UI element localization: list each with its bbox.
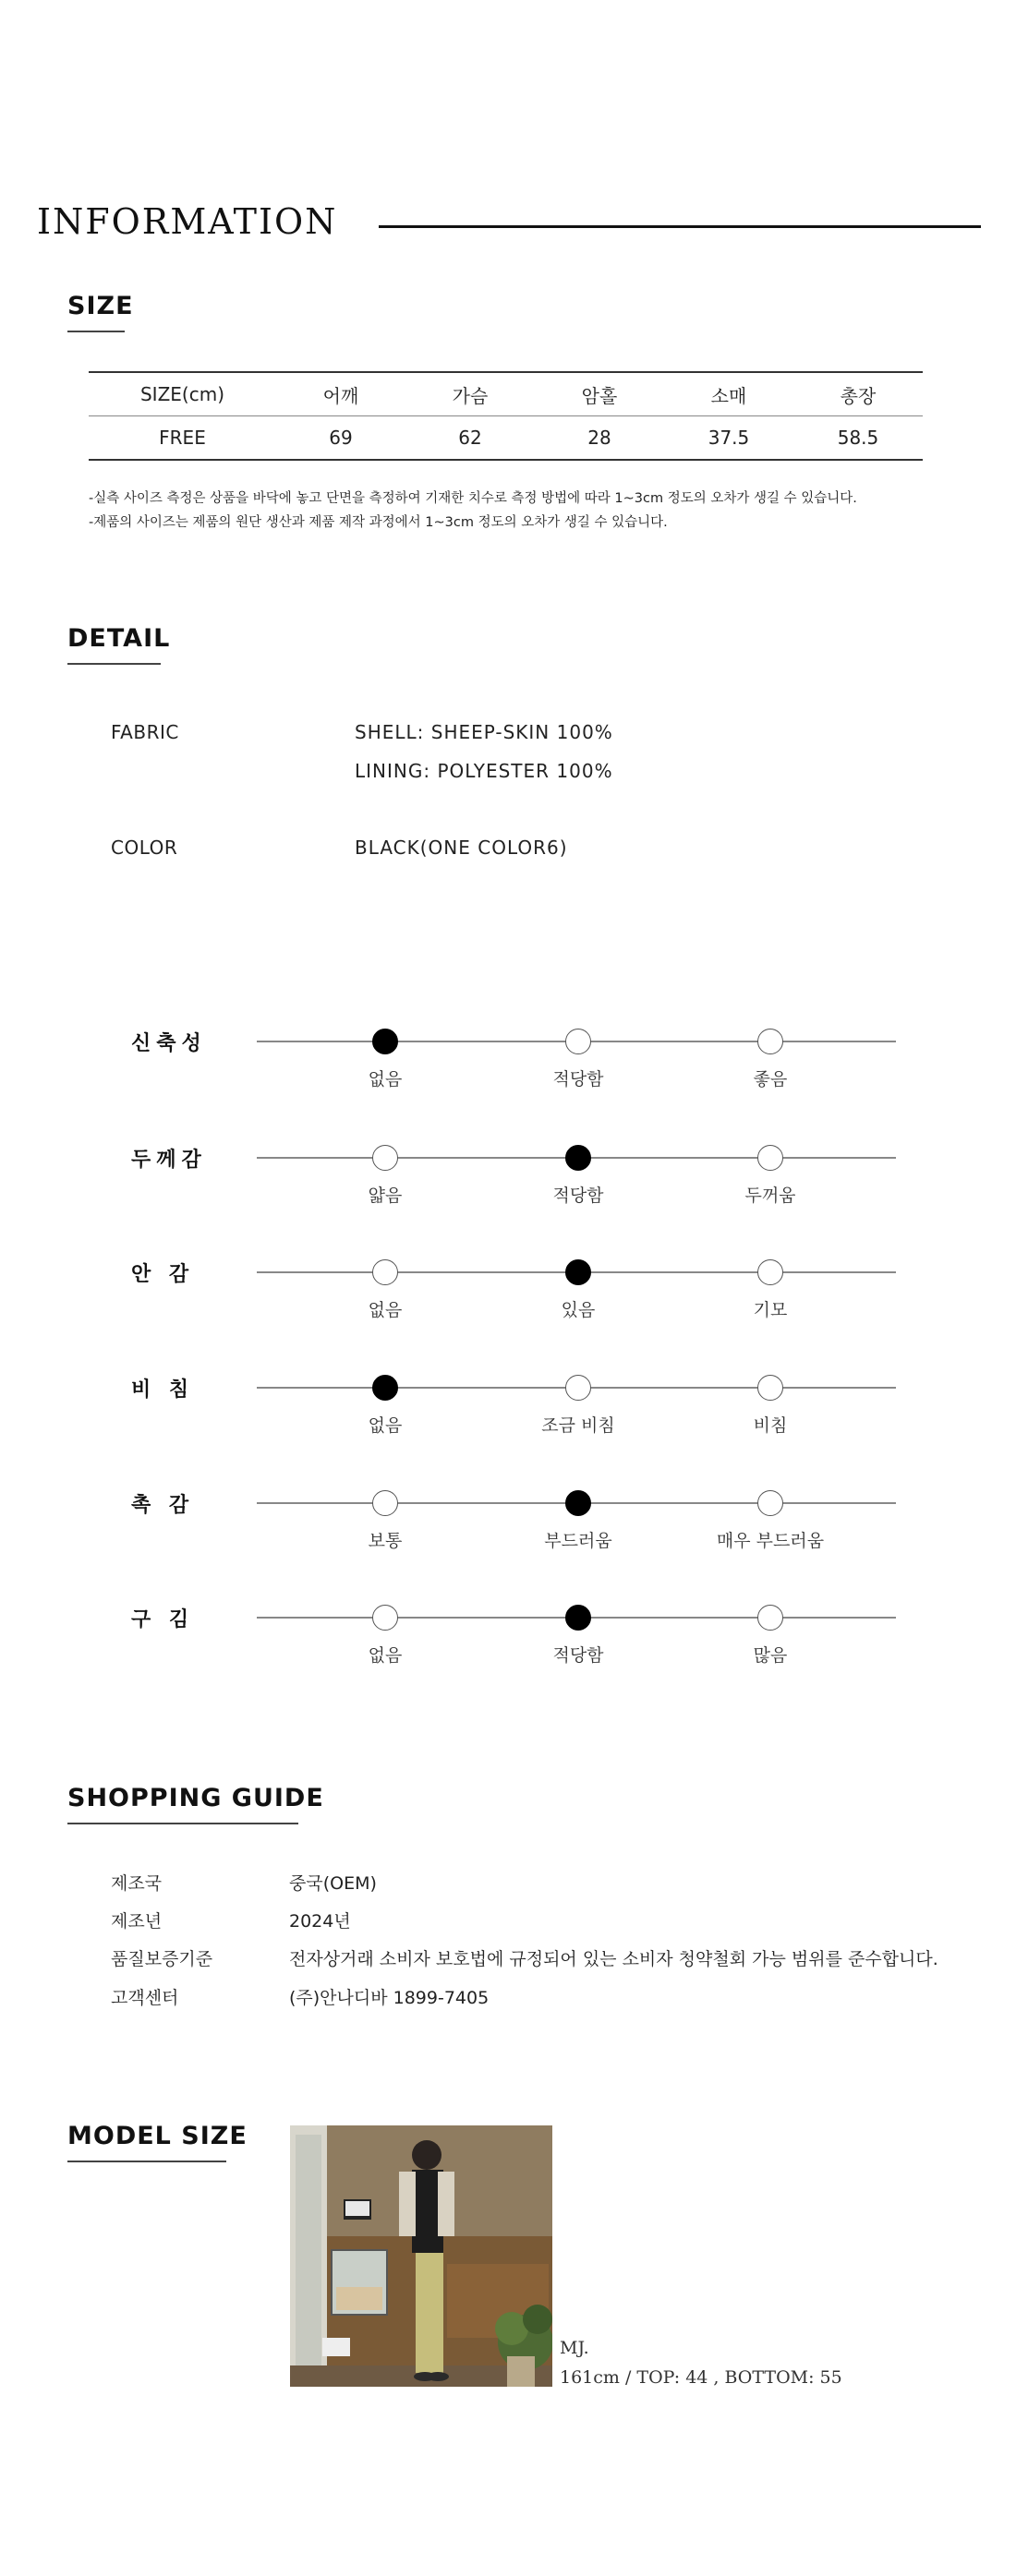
rating-option-label: 없음 bbox=[368, 1415, 403, 1436]
size-value-cell: 69 bbox=[329, 427, 353, 449]
rating-option-label: 보통 bbox=[368, 1531, 403, 1551]
rating-option-label: 조금 비침 bbox=[541, 1415, 615, 1436]
rating-dot bbox=[757, 1605, 783, 1631]
size-header-cell: SIZE(cm) bbox=[139, 383, 224, 405]
rating-dot-selected bbox=[565, 1259, 591, 1285]
size-section-title: SIZE bbox=[67, 292, 134, 320]
rating-dot-selected bbox=[565, 1145, 591, 1171]
size-header-cell: 어깨 bbox=[322, 384, 359, 407]
rating-option-label: 부드러움 bbox=[544, 1531, 612, 1551]
rating-dot bbox=[372, 1605, 398, 1631]
fabric-label: FABRIC bbox=[111, 721, 179, 743]
size-value-cell: 58.5 bbox=[837, 427, 879, 449]
rating-option-label: 많음 bbox=[753, 1645, 788, 1666]
rating-option-label: 적당함 bbox=[552, 1069, 604, 1089]
information-divider bbox=[379, 225, 981, 228]
rating-option-label: 좋음 bbox=[753, 1069, 788, 1089]
guide-label-warranty: 품질보증기준 bbox=[111, 1949, 213, 1969]
rating-dot bbox=[757, 1490, 783, 1516]
size-value-cell: FREE bbox=[159, 427, 206, 449]
rating-option-label: 매우 부드러움 bbox=[716, 1531, 825, 1551]
detail-section-title: DETAIL bbox=[67, 624, 171, 653]
model-size-title: MODEL SIZE bbox=[67, 2122, 248, 2150]
size-value-cell: 37.5 bbox=[708, 427, 750, 449]
rating-option-label: 적당함 bbox=[552, 1645, 604, 1666]
rating-label: 안 감 bbox=[131, 1263, 195, 1286]
rating-dot-selected bbox=[565, 1605, 591, 1631]
size-header-cell: 총장 bbox=[840, 384, 877, 407]
size-table bbox=[89, 371, 923, 461]
shopping-guide-title: SHOPPING GUIDE bbox=[67, 1784, 324, 1812]
fabric-shell: SHELL: SHEEP-SKIN 100% bbox=[355, 721, 613, 743]
model-name: MJ. bbox=[560, 2338, 589, 2358]
rating-dot bbox=[565, 1375, 591, 1401]
rating-option-label: 없음 bbox=[368, 1300, 403, 1320]
rating-option-label: 적당함 bbox=[552, 1186, 604, 1206]
guide-value-year: 2024년 bbox=[289, 1911, 351, 1932]
rating-option-label: 비침 bbox=[753, 1415, 788, 1436]
guide-label-country: 제조국 bbox=[111, 1873, 163, 1894]
size-note: -실측 사이즈 측정은 상품을 바닥에 놓고 단면을 측정하여 기재한 치수로 측정 방법에 따라 1~3cm 정도의 오차가 생길 수 있습니다. bbox=[89, 491, 857, 506]
rating-option-label: 기모 bbox=[753, 1300, 788, 1320]
rating-option-label: 없음 bbox=[368, 1069, 403, 1089]
fabric-lining: LINING: POLYESTER 100% bbox=[355, 760, 613, 782]
rating-dot-selected bbox=[565, 1490, 591, 1516]
size-title-underline bbox=[67, 331, 125, 332]
rating-dot bbox=[372, 1145, 398, 1171]
rating-label: 비 침 bbox=[131, 1378, 195, 1402]
guide-value-warranty: 전자상거래 소비자 보호법에 규정되어 있는 소비자 청약철회 가능 범위를 준수합니다. bbox=[289, 1949, 938, 1969]
rating-dot bbox=[757, 1259, 783, 1285]
color-value: BLACK(ONE COLOR6) bbox=[355, 837, 568, 859]
rating-label: 촉 감 bbox=[131, 1494, 195, 1517]
rating-label: 구 김 bbox=[131, 1608, 195, 1631]
rating-option-label: 얇음 bbox=[368, 1186, 403, 1206]
size-header-cell: 가슴 bbox=[452, 384, 489, 407]
rating-dot-selected bbox=[372, 1375, 398, 1401]
rating-option-label: 있음 bbox=[561, 1300, 596, 1320]
size-note: -제품의 사이즈는 제품의 원단 생산과 제품 제작 과정에서 1~3cm 정도의 오차가 생길 수 있습니다. bbox=[89, 515, 668, 530]
size-header-cell: 암홀 bbox=[581, 384, 618, 407]
model-photo bbox=[290, 2125, 552, 2387]
rating-dot bbox=[757, 1375, 783, 1401]
rating-dot bbox=[757, 1029, 783, 1054]
guide-value-customer-center: (주)안나디바 1899-7405 bbox=[289, 1988, 490, 2008]
rating-dot bbox=[372, 1259, 398, 1285]
rating-dot bbox=[757, 1145, 783, 1171]
information-title: INFORMATION bbox=[37, 201, 338, 242]
size-table-header-row bbox=[89, 373, 923, 416]
guide-label-customer-center: 고객센터 bbox=[111, 1988, 179, 2008]
model-size-underline bbox=[67, 2161, 226, 2162]
size-value-cell: 62 bbox=[458, 427, 482, 449]
rating-dot bbox=[565, 1029, 591, 1054]
rating-label: 두께감 bbox=[131, 1149, 207, 1172]
detail-title-underline bbox=[67, 663, 161, 665]
guide-label-year: 제조년 bbox=[111, 1911, 163, 1932]
guide-value-country: 중국(OEM) bbox=[289, 1873, 377, 1894]
size-table-row bbox=[89, 416, 923, 459]
color-label: COLOR bbox=[111, 837, 178, 859]
model-photo-illustration bbox=[290, 2125, 552, 2387]
rating-dot bbox=[372, 1490, 398, 1516]
size-value-cell: 28 bbox=[587, 427, 611, 449]
model-specs: 161cm / TOP: 44 , BOTTOM: 55 bbox=[560, 2367, 842, 2388]
rating-option-label: 없음 bbox=[368, 1645, 403, 1666]
size-header-cell: 소매 bbox=[710, 384, 747, 407]
rating-label: 신축성 bbox=[131, 1032, 207, 1055]
rating-dot-selected bbox=[372, 1029, 398, 1054]
rating-option-label: 두꺼움 bbox=[744, 1186, 796, 1206]
shopping-guide-underline bbox=[67, 1823, 298, 1824]
